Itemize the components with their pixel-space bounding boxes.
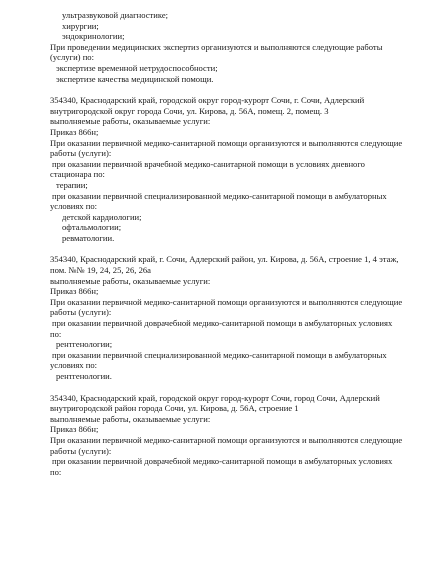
text-line: работы (услуги):: [50, 148, 112, 159]
text-line: офтальмологии;: [62, 222, 122, 233]
text-line: при оказании первичной доврачебной медико-санитарной помощи в амбулаторных условиях: [52, 318, 393, 329]
text-line: внутригородской округ города Сочи, ул. Кирова, д. 56А, помещ. 2, помещ. 3: [50, 105, 329, 116]
text-line: При проведении медицинских экспертиз организуются и выполняются следующие работы: [50, 41, 383, 52]
text-line: при оказании первичной врачебной медико-санитарной помощи в условиях дневного: [52, 158, 365, 169]
paragraph-gap: [0, 243, 430, 254]
address-block: [0, 393, 430, 478]
text-line: эндокринологии;: [62, 31, 125, 42]
text-line: рентгенологии;: [56, 339, 113, 350]
text-line: условиях по:: [50, 360, 98, 371]
text-line: при оказании первичной специализированной медико-санитарной помощи в амбулаторных: [52, 349, 387, 360]
text-line: (услуги) по:: [50, 52, 94, 63]
text-line: экспертизе качества медицинской помощи.: [56, 73, 214, 84]
text-line: выполняемые работы, оказываемые услуги:: [50, 275, 211, 286]
text-line: Приказ 866н;: [50, 286, 99, 297]
text-line: детской кардиологии;: [62, 211, 142, 222]
text-line: работы (услуги):: [50, 445, 112, 456]
address-line: 354340, Краснодарский край, г. Сочи, Адлерский район, ул. Кирова, д. 56А, строение 1, 4 этаж,: [50, 254, 399, 265]
address-line: 354340, Краснодарский край, городской округ город-курорт Сочи, г. Сочи, Адлерский: [50, 95, 365, 106]
text-line: работы (услуги):: [50, 307, 112, 318]
text-line: внутригородской район города Сочи, ул. Кирова, д. 56А, строение 1: [50, 403, 299, 414]
paragraph-gap: [0, 84, 430, 95]
text-line: выполняемые работы, оказываемые услуги:: [50, 413, 211, 424]
text-line: выполняемые работы, оказываемые услуги:: [50, 116, 211, 127]
text-line: при оказании первичной доврачебной медико-санитарной помощи в амбулаторных условиях: [52, 456, 393, 467]
address-block: [0, 95, 430, 243]
text-line: экспертизе временной нетрудоспособности;: [56, 62, 218, 73]
text-line: стационара по:: [50, 169, 105, 180]
text-line: хирургии;: [62, 20, 99, 31]
text-line: При оказании первичной медико-санитарной помощи организуются и выполняются следующие: [50, 137, 403, 148]
text-line: при оказании первичной специализированной медико-санитарной помощи в амбулаторных: [52, 190, 387, 201]
text-line: пом. №№ 19, 24, 25, 26, 26а: [50, 265, 151, 276]
text-line: ревматологии.: [62, 232, 115, 243]
text-line: Приказ 866н;: [50, 126, 99, 137]
address-line: 354340, Краснодарский край, городской округ город-курорт Сочи, город Сочи, Адлерский: [50, 392, 380, 403]
text-line: терапии;: [56, 179, 88, 190]
address-block: [0, 254, 430, 381]
paragraph-gap: [0, 382, 430, 393]
text-line: по:: [50, 466, 62, 477]
text-line: ультразвуковой диагностике;: [62, 10, 169, 20]
text-line: При оказании первичной медико-санитарной помощи организуются и выполняются следующие: [50, 296, 403, 307]
text-line: Приказ 866н;: [50, 424, 99, 435]
top-section: [0, 10, 430, 84]
text-line: условиях по:: [50, 201, 98, 212]
document-page: [0, 10, 430, 477]
text-line: рентгенологии.: [56, 371, 112, 381]
text-line: по:: [50, 328, 62, 339]
text-line: При оказании первичной медико-санитарной помощи организуются и выполняются следующие: [50, 434, 403, 445]
